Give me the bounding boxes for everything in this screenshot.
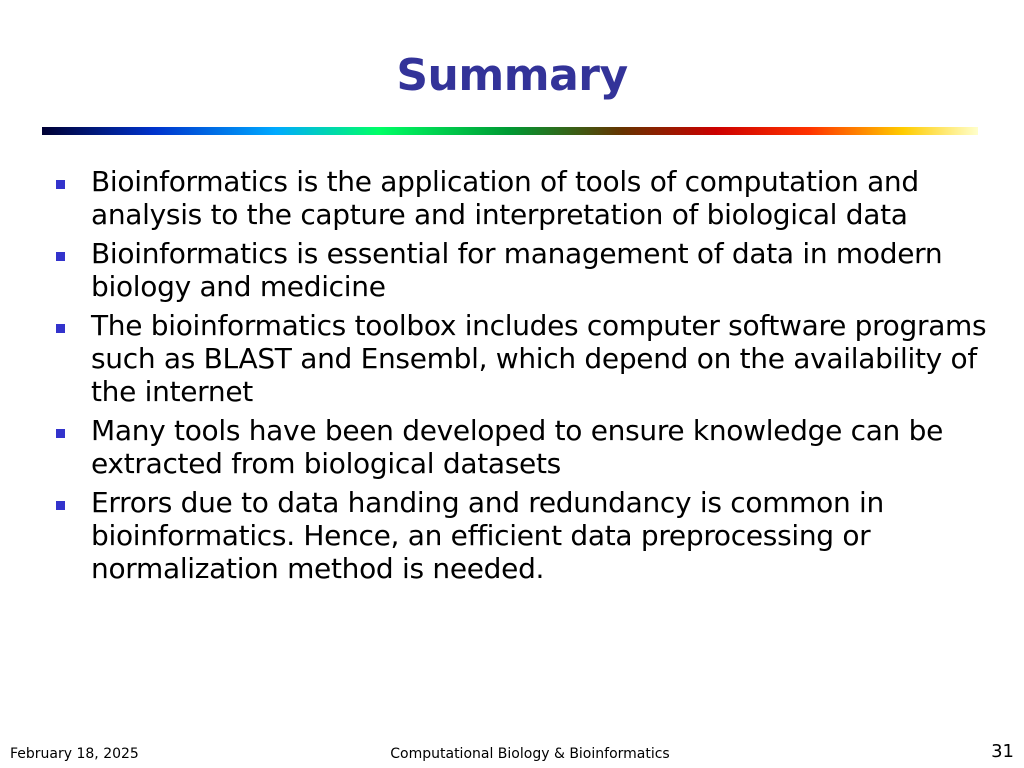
bullet-text: Bioinformatics is essential for management of data in modern biology and medicine (91, 237, 943, 303)
bullet-text: Errors due to data handing and redundancy is common in bioinformatics. Hence, an efficient data preprocessing or normalization method is needed. (91, 486, 884, 585)
square-bullet-icon (56, 429, 65, 438)
bullet-item (50, 309, 990, 408)
bullet-text: Many tools have been developed to ensure knowledge can be extracted from biological datasets (91, 414, 944, 480)
square-bullet-icon (56, 324, 65, 333)
footer-course-title: Computational Biology & Bioinformatics (390, 746, 670, 762)
bullet-text: The bioinformatics toolbox includes computer software programs such as BLAST and Ensembl, which depend on the availability of the internet (91, 309, 987, 408)
square-bullet-icon (56, 252, 65, 261)
slide-title: Summary (396, 50, 628, 101)
bullet-text: Bioinformatics is the application of tools of computation and analysis to the capture and interpretation of biological data (91, 165, 919, 231)
bullet-item (50, 237, 990, 303)
bullet-item (50, 165, 990, 231)
title-divider-rule (42, 127, 978, 135)
square-bullet-icon (56, 180, 65, 189)
square-bullet-icon (56, 501, 65, 510)
footer-date: February 18, 2025 (10, 746, 139, 762)
bullet-item (50, 414, 990, 480)
bullet-list (50, 165, 990, 591)
bullet-item (50, 486, 990, 585)
page-number: 31 (991, 741, 1014, 762)
